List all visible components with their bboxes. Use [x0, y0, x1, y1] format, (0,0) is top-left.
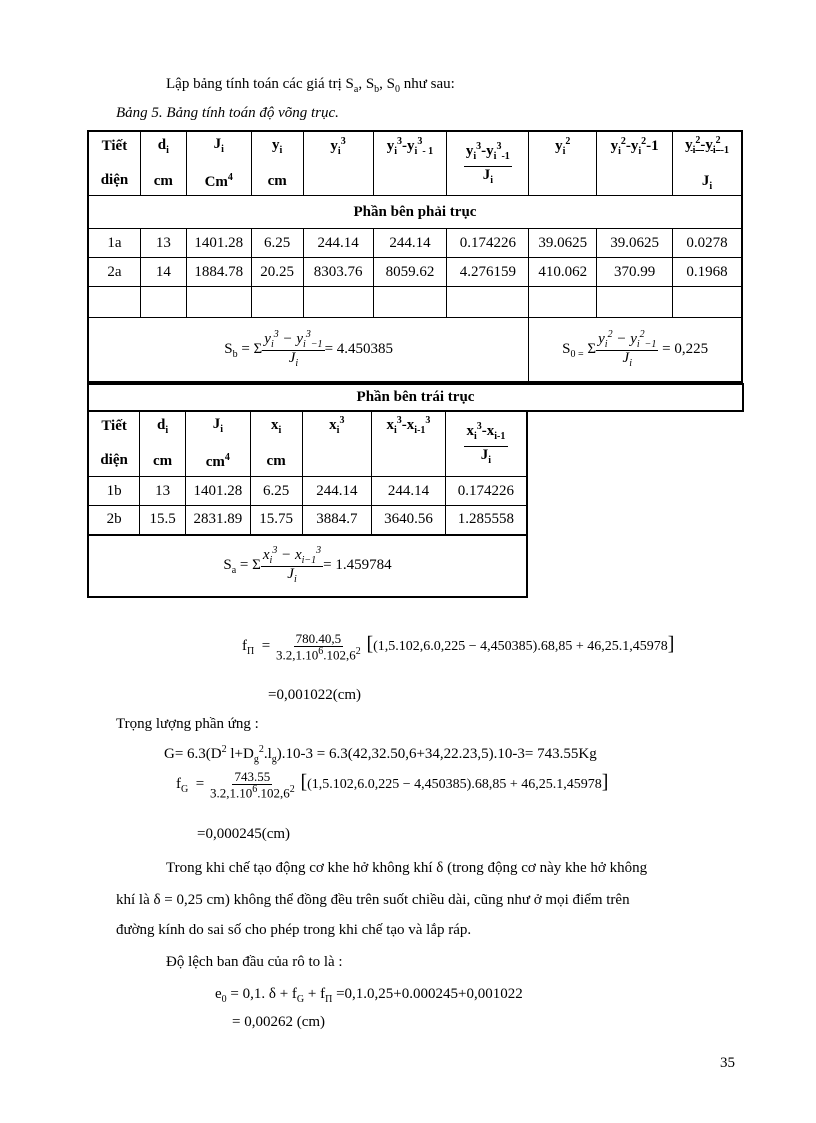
cell: 1a — [89, 229, 141, 258]
right-table-header — [89, 132, 742, 196]
cell: 39.0625 — [529, 229, 597, 258]
cell: 0.1968 — [673, 258, 742, 287]
table-row — [89, 258, 742, 287]
cell: 1884.78 — [186, 258, 251, 287]
header-y3-ratio: $y_i^3-y_i^3_{-1}$ $J_i$ — [447, 132, 529, 196]
cell: 4.276159 — [447, 258, 529, 287]
left-table — [87, 410, 528, 598]
cell: 1401.28 — [186, 229, 251, 258]
cell: 1.285558 — [445, 506, 527, 535]
cell: 39.0625 — [597, 229, 673, 258]
cell: 370.99 — [597, 258, 673, 287]
header-y: $y_i$ cm — [251, 132, 303, 196]
para1-line2: khí là δ = 0,25 cm) không thể đồng đều trên suốt chiều dài, cũng như ở mọi điểm trên — [116, 892, 630, 908]
formula-fpi: $f_\Pi$ = $\frac{780.40,5}{3.2,1.10^6.102,6^2}$ [(1,5.102,6.0,225 − 4,450385).68,85 + 46,25.1,45978] — [242, 631, 675, 662]
cell: 14 — [140, 258, 186, 287]
cell: 6.25 — [251, 229, 303, 258]
cell: 2a — [89, 258, 141, 287]
weight-equation: $G= 6.3(D^2$ $l+D_g^2.l_g).10-3 = 6.3(42,32.50,6+34,22.23,5).10-3= 743.55Kg$ — [164, 744, 597, 765]
table-row — [88, 506, 527, 535]
cell: 8303.76 — [303, 258, 373, 287]
cell: 244.14 — [372, 477, 446, 506]
cell: 0.0278 — [673, 229, 742, 258]
cell: 0.174226 — [447, 229, 529, 258]
table-row — [89, 229, 742, 258]
table-caption: Bảng 5. Bảng tính toán độ võng trục. — [116, 105, 339, 121]
e0-line2: = 0,00262 (cm) — [232, 1014, 326, 1030]
s0-formula-cell — [529, 318, 742, 382]
right-summary-row — [89, 318, 742, 382]
cell: 15.75 — [250, 506, 302, 535]
header-j: $J_i$ Cm$^4$ — [186, 132, 251, 196]
cell: 410.062 — [529, 258, 597, 287]
table-row — [88, 477, 527, 506]
sa-formula-cell — [88, 535, 527, 597]
left-header-x3-diff: $x_i^3-x_{i-1}^3$ — [372, 411, 446, 477]
cell: 1401.28 — [185, 477, 250, 506]
cell: 3640.56 — [372, 506, 446, 535]
left-header-tiet-dien: Tiết diện — [88, 411, 140, 477]
header-d: $d_i$ cm — [140, 132, 186, 196]
fpi-result: =0,001022(cm) — [268, 687, 362, 703]
cell: 3884.7 — [302, 506, 372, 535]
page-number: 35 — [720, 1055, 735, 1071]
para1-line1: Trong khi chế tạo động cơ khe hở không khí δ (trong động cơ này khe hở không — [166, 860, 648, 876]
cell: 244.14 — [373, 229, 447, 258]
left-header-d: $d_i$ cm — [140, 411, 186, 477]
sa-formula: $S_a = \Sigma$ $\frac{x_i^3 - x_{i-1}^3}{J_i}$ = 1.459784 — [223, 544, 392, 585]
table-row-empty — [89, 287, 742, 318]
deviation-heading: Độ lệch ban đầu của rô to là : — [166, 954, 343, 970]
cell: 2831.89 — [185, 506, 250, 535]
left-header-x: $x_i$ cm — [250, 411, 302, 477]
cell: 8059.62 — [373, 258, 447, 287]
header-y2-ratio: $y_i^2-y_i^2_{-1}$ $J_i$ — [673, 132, 742, 196]
cell: 15.5 — [140, 506, 186, 535]
left-table-header — [88, 411, 527, 477]
para1-line3: đường kính do sai số cho phép trong khi chế tạo và lắp ráp. — [116, 922, 472, 938]
fg-result: =0,000245(cm) — [197, 826, 291, 842]
cell: 2b — [88, 506, 140, 535]
left-header-j: $J_i$ $cm^4$ — [185, 411, 250, 477]
cell: 244.14 — [302, 477, 372, 506]
weight-heading: Trọng lượng phần ứng : — [116, 716, 259, 732]
cell: 244.14 — [303, 229, 373, 258]
header-y2-diff: $y_i^2-y_i^2-1$ — [597, 132, 673, 196]
left-section-title: Phần bên trái trục — [88, 384, 743, 411]
left-header-x3-ratio: $x_i^3-x_{i-1}$ $J_i$ — [445, 411, 527, 477]
right-section-row — [89, 196, 742, 229]
header-y3: $y_i^3$ — [303, 132, 373, 196]
cell: 1b — [88, 477, 140, 506]
left-summary-row — [88, 535, 527, 597]
cell: 13 — [140, 229, 186, 258]
cell: 20.25 — [251, 258, 303, 287]
right-table — [88, 131, 742, 382]
cell: 6.25 — [250, 477, 302, 506]
header-tiet-dien: Tiết diện — [89, 132, 141, 196]
cell: 13 — [140, 477, 186, 506]
e0-line1: $e_0 = 0,1$. $\delta + f_G + f_\Pi =0,1.0,25+0.000245+0,001022$ — [215, 986, 523, 1005]
sb-formula: $S_b = \Sigma$ $\frac{y_i^3 - y_i^3_{-1}}{J_i}$ = 4.450385 — [224, 328, 394, 369]
left-header-x3: $x_i^3$ — [302, 411, 372, 477]
left-section-table — [87, 383, 744, 412]
formula-fg: $f_G$ = $\frac{743.55}{3.2,1.10^6.102,6^2}$ [(1,5.102,6.0,225 − 4,450385).68,85 + 46,25.1,45978] — [176, 769, 609, 800]
right-section-title: Phần bên phải trục — [89, 196, 742, 229]
s0-formula: $S_{0 =}$ Σ $\frac{y_i^2 - y_i^2_{-1}}{J_i}$ = 0,225 — [562, 328, 709, 369]
intro-line: Lập bảng tính toán các giá trị $S_a$, $S_b$, $S_0$ như sau: — [166, 76, 455, 95]
sb-formula-cell — [89, 318, 529, 382]
header-y2: $y_i^2$ — [529, 132, 597, 196]
cell: 0.174226 — [445, 477, 527, 506]
header-y3-diff: $y_i^3-y_i^3_{- 1}$ — [373, 132, 447, 196]
